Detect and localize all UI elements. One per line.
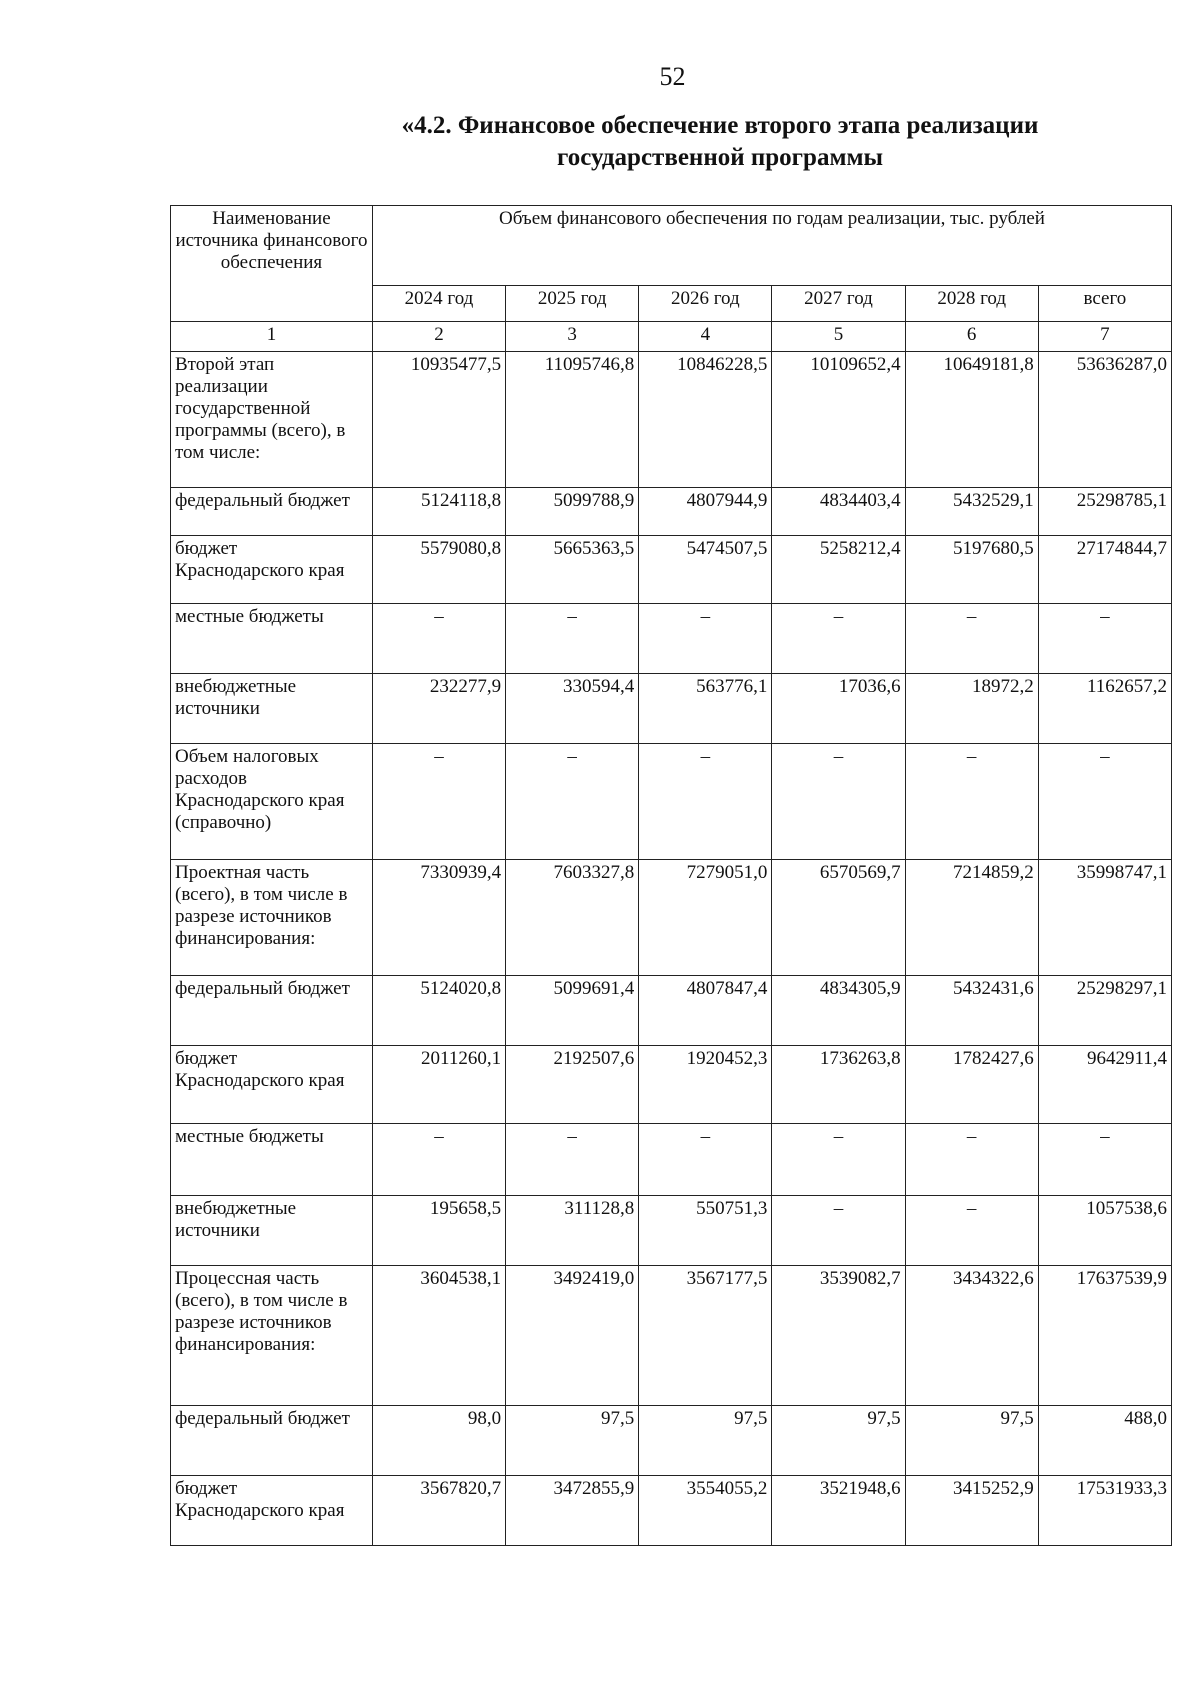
header-volume: Объем финансового обеспечения по годам реализации, тыс. рублей [372, 206, 1171, 286]
value-cell: – [639, 604, 772, 674]
value-cell: – [372, 1124, 505, 1196]
value-cell: 5124118,8 [372, 488, 505, 536]
value-cell: 3567177,5 [639, 1266, 772, 1406]
value-cell: 195658,5 [372, 1196, 505, 1266]
value-cell: 488,0 [1038, 1406, 1171, 1476]
row-label: Объем налоговых расходов Краснодарского края (справочно) [171, 744, 373, 860]
value-cell: – [506, 744, 639, 860]
value-cell: 98,0 [372, 1406, 505, 1476]
table-row [171, 488, 1172, 536]
table-row [171, 1266, 1172, 1406]
column-number: 1 [171, 322, 373, 352]
value-cell: 4807944,9 [639, 488, 772, 536]
value-cell: 97,5 [506, 1406, 639, 1476]
value-cell: 4834403,4 [772, 488, 905, 536]
row-label: бюджет Краснодарского края [171, 1046, 373, 1124]
value-cell: – [772, 1196, 905, 1266]
table-row [171, 860, 1172, 976]
value-cell: 10935477,5 [372, 352, 505, 488]
value-cell: 97,5 [772, 1406, 905, 1476]
value-cell: 1162657,2 [1038, 674, 1171, 744]
value-cell: 5258212,4 [772, 536, 905, 604]
value-cell: 25298297,1 [1038, 976, 1171, 1046]
column-number: 2 [372, 322, 505, 352]
value-cell: 5124020,8 [372, 976, 505, 1046]
table-row [171, 976, 1172, 1046]
row-label: бюджет Краснодарского края [171, 1476, 373, 1546]
column-number-row [171, 322, 1172, 352]
value-cell: 1920452,3 [639, 1046, 772, 1124]
value-cell: 3521948,6 [772, 1476, 905, 1546]
value-cell: 563776,1 [639, 674, 772, 744]
row-label: внебюджетные источники [171, 1196, 373, 1266]
value-cell: 2192507,6 [506, 1046, 639, 1124]
value-cell: – [639, 744, 772, 860]
header-row [171, 206, 1172, 286]
value-cell: 5665363,5 [506, 536, 639, 604]
value-cell: – [772, 744, 905, 860]
value-cell: 6570569,7 [772, 860, 905, 976]
value-cell: 232277,9 [372, 674, 505, 744]
value-cell: – [1038, 1124, 1171, 1196]
header-source-name: Наименование источника финансового обеспечения [171, 206, 373, 322]
table-row [171, 604, 1172, 674]
value-cell: 25298785,1 [1038, 488, 1171, 536]
value-cell: 5579080,8 [372, 536, 505, 604]
value-cell: 1782427,6 [905, 1046, 1038, 1124]
value-cell: 4834305,9 [772, 976, 905, 1046]
value-cell: 3554055,2 [639, 1476, 772, 1546]
value-cell: 11095746,8 [506, 352, 639, 488]
table-row [171, 1476, 1172, 1546]
value-cell: – [639, 1124, 772, 1196]
value-cell: 53636287,0 [1038, 352, 1171, 488]
value-cell: 5099788,9 [506, 488, 639, 536]
value-cell: – [905, 744, 1038, 860]
year-header: 2028 год [905, 286, 1038, 322]
value-cell: 17036,6 [772, 674, 905, 744]
value-cell: 7279051,0 [639, 860, 772, 976]
value-cell: – [372, 604, 505, 674]
value-cell: 311128,8 [506, 1196, 639, 1266]
value-cell: 550751,3 [639, 1196, 772, 1266]
value-cell: 3604538,1 [372, 1266, 505, 1406]
row-label: бюджет Краснодарского края [171, 536, 373, 604]
table-row [171, 1046, 1172, 1124]
value-cell: 330594,4 [506, 674, 639, 744]
value-cell: 10846228,5 [639, 352, 772, 488]
value-cell: 3539082,7 [772, 1266, 905, 1406]
row-label: местные бюджеты [171, 1124, 373, 1196]
value-cell: 3415252,9 [905, 1476, 1038, 1546]
value-cell: 7603327,8 [506, 860, 639, 976]
column-number: 6 [905, 322, 1038, 352]
year-header: всего [1038, 286, 1171, 322]
value-cell: 97,5 [905, 1406, 1038, 1476]
table-row [171, 1124, 1172, 1196]
value-cell: 5432529,1 [905, 488, 1038, 536]
value-cell: 7214859,2 [905, 860, 1038, 976]
value-cell: 1736263,8 [772, 1046, 905, 1124]
row-label: Проектная часть (всего), в том числе в разрезе источников финансирования: [171, 860, 373, 976]
value-cell: 2011260,1 [372, 1046, 505, 1124]
row-label: федеральный бюджет [171, 1406, 373, 1476]
value-cell: 10649181,8 [905, 352, 1038, 488]
value-cell: – [1038, 744, 1171, 860]
value-cell: 97,5 [639, 1406, 772, 1476]
financing-table [170, 205, 1172, 1546]
row-label: Процессная часть (всего), в том числе в разрезе источников финансирования: [171, 1266, 373, 1406]
value-cell: 35998747,1 [1038, 860, 1171, 976]
value-cell: 7330939,4 [372, 860, 505, 976]
value-cell: – [506, 604, 639, 674]
column-number: 3 [506, 322, 639, 352]
year-header: 2026 год [639, 286, 772, 322]
value-cell: 3434322,6 [905, 1266, 1038, 1406]
table-row [171, 1406, 1172, 1476]
title-line-1: «4.2. Финансовое обеспечение второго этапа реализации [401, 112, 1039, 139]
row-label: местные бюджеты [171, 604, 373, 674]
value-cell: – [772, 604, 905, 674]
table-row [171, 744, 1172, 860]
value-cell: – [905, 1196, 1038, 1266]
year-header: 2024 год [372, 286, 505, 322]
value-cell: 9642911,4 [1038, 1046, 1171, 1124]
value-cell: 18972,2 [905, 674, 1038, 744]
value-cell: – [372, 744, 505, 860]
value-cell: 3492419,0 [506, 1266, 639, 1406]
value-cell: 4807847,4 [639, 976, 772, 1046]
value-cell: 5099691,4 [506, 976, 639, 1046]
column-number: 5 [772, 322, 905, 352]
value-cell: 10109652,4 [772, 352, 905, 488]
value-cell: – [506, 1124, 639, 1196]
year-header: 2027 год [772, 286, 905, 322]
column-number: 7 [1038, 322, 1171, 352]
value-cell: 27174844,7 [1038, 536, 1171, 604]
year-header: 2025 год [506, 286, 639, 322]
value-cell: – [905, 1124, 1038, 1196]
value-cell: – [1038, 604, 1171, 674]
row-label: федеральный бюджет [171, 488, 373, 536]
value-cell: 17531933,3 [1038, 1476, 1171, 1546]
section-title [220, 110, 1200, 174]
value-cell: 5197680,5 [905, 536, 1038, 604]
value-cell: 3472855,9 [506, 1476, 639, 1546]
value-cell: 5432431,6 [905, 976, 1038, 1046]
row-label: Второй этап реализации государственной программы (всего), в том числе: [171, 352, 373, 488]
table-row [171, 1196, 1172, 1266]
table-row [171, 352, 1172, 488]
value-cell: 1057538,6 [1038, 1196, 1171, 1266]
table-row [171, 674, 1172, 744]
row-label: внебюджетные источники [171, 674, 373, 744]
title-line-2: государственной программы [556, 144, 884, 171]
value-cell: – [905, 604, 1038, 674]
value-cell: 3567820,7 [372, 1476, 505, 1546]
value-cell: 17637539,9 [1038, 1266, 1171, 1406]
page-number: 52 [659, 62, 686, 91]
value-cell: 5474507,5 [639, 536, 772, 604]
column-number: 4 [639, 322, 772, 352]
row-label: федеральный бюджет [171, 976, 373, 1046]
value-cell: – [772, 1124, 905, 1196]
table-row [171, 536, 1172, 604]
